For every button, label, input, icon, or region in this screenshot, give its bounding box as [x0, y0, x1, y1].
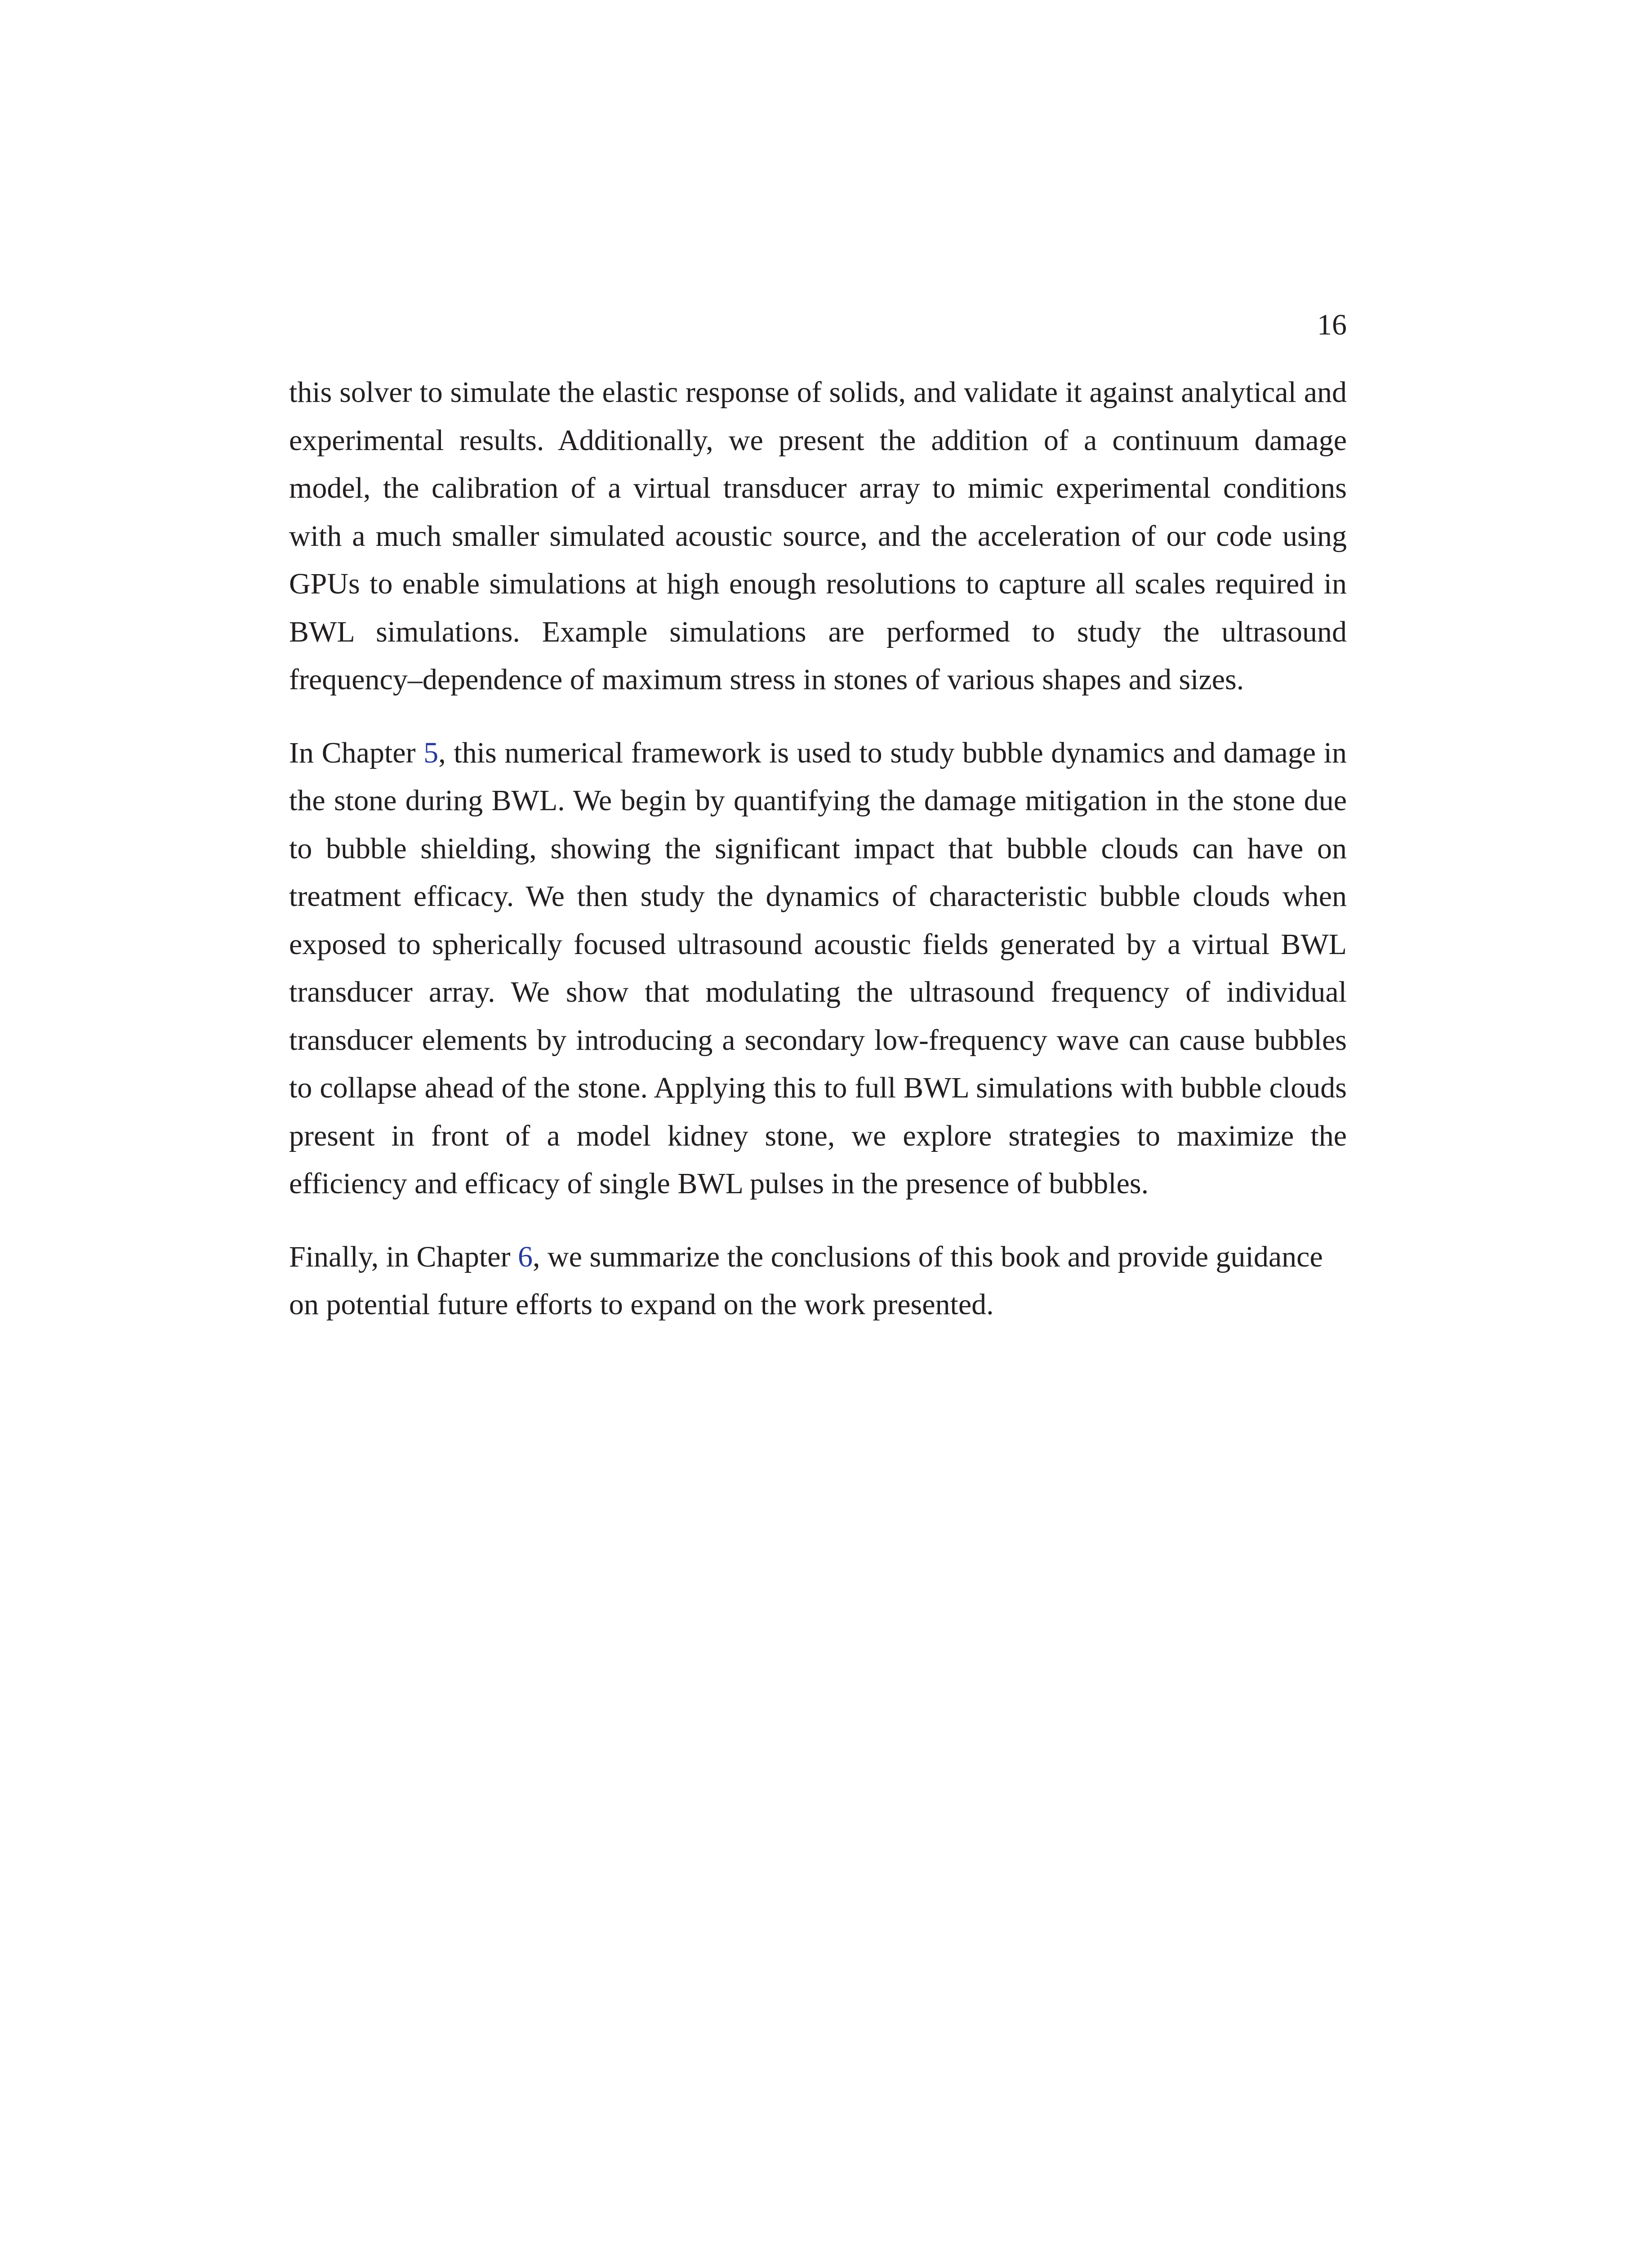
paragraph-3-body: , we summarize the conclusions of this book and provide guidance on potential future efforts to expand on the work presented.	[289, 1240, 1323, 1321]
paragraph-3-lead: Finally, in Chapter	[289, 1240, 518, 1273]
paragraph-3	[289, 1233, 1347, 1329]
chapter-5-link[interactable]: 5	[423, 736, 439, 769]
paragraph-2	[289, 729, 1347, 1208]
paragraph-2-lead: In Chapter	[289, 736, 424, 769]
paragraph-2-body: , this numerical framework is used to study bubble dynamics and damage in the stone during BWL. We begin by quantifying the damage mitigation in the stone due to bubble shielding, showing the significant impact that bubble clouds can have on treatment efficacy. We then study the dynamics of characteristic bubble clouds when exposed to spherically focused ultrasound acoustic fields generated by a virtual BWL transducer array. We show that modulating the ultrasound frequency of individual transducer elements by introducing a secondary low-frequency wave can cause bubbles to collapse ahead of the stone. Applying this to full BWL simulations with bubble clouds present in front of a model kidney stone, we explore strategies to maximize the efficiency and efficacy of single BWL pulses in the presence of bubbles.	[289, 736, 1347, 1200]
paragraph-1: this solver to simulate the elastic response of solids, and validate it against analytical and experimental results. Additionally, we present the addition of a continuum damage model, the calibration of a virtual transducer array to mimic experimental conditions with a much smaller simulated acoustic source, and the acceleration of our code using GPUs to enable simulations at high enough resolutions to capture all scales required in BWL simulations. Example simulations are performed to study the ultrasound frequency–dependence of maximum stress in stones of various shapes and sizes.	[289, 376, 1347, 696]
body-text	[289, 369, 1347, 1354]
page-number: 16	[1317, 308, 1347, 341]
chapter-6-link[interactable]: 6	[518, 1240, 533, 1273]
